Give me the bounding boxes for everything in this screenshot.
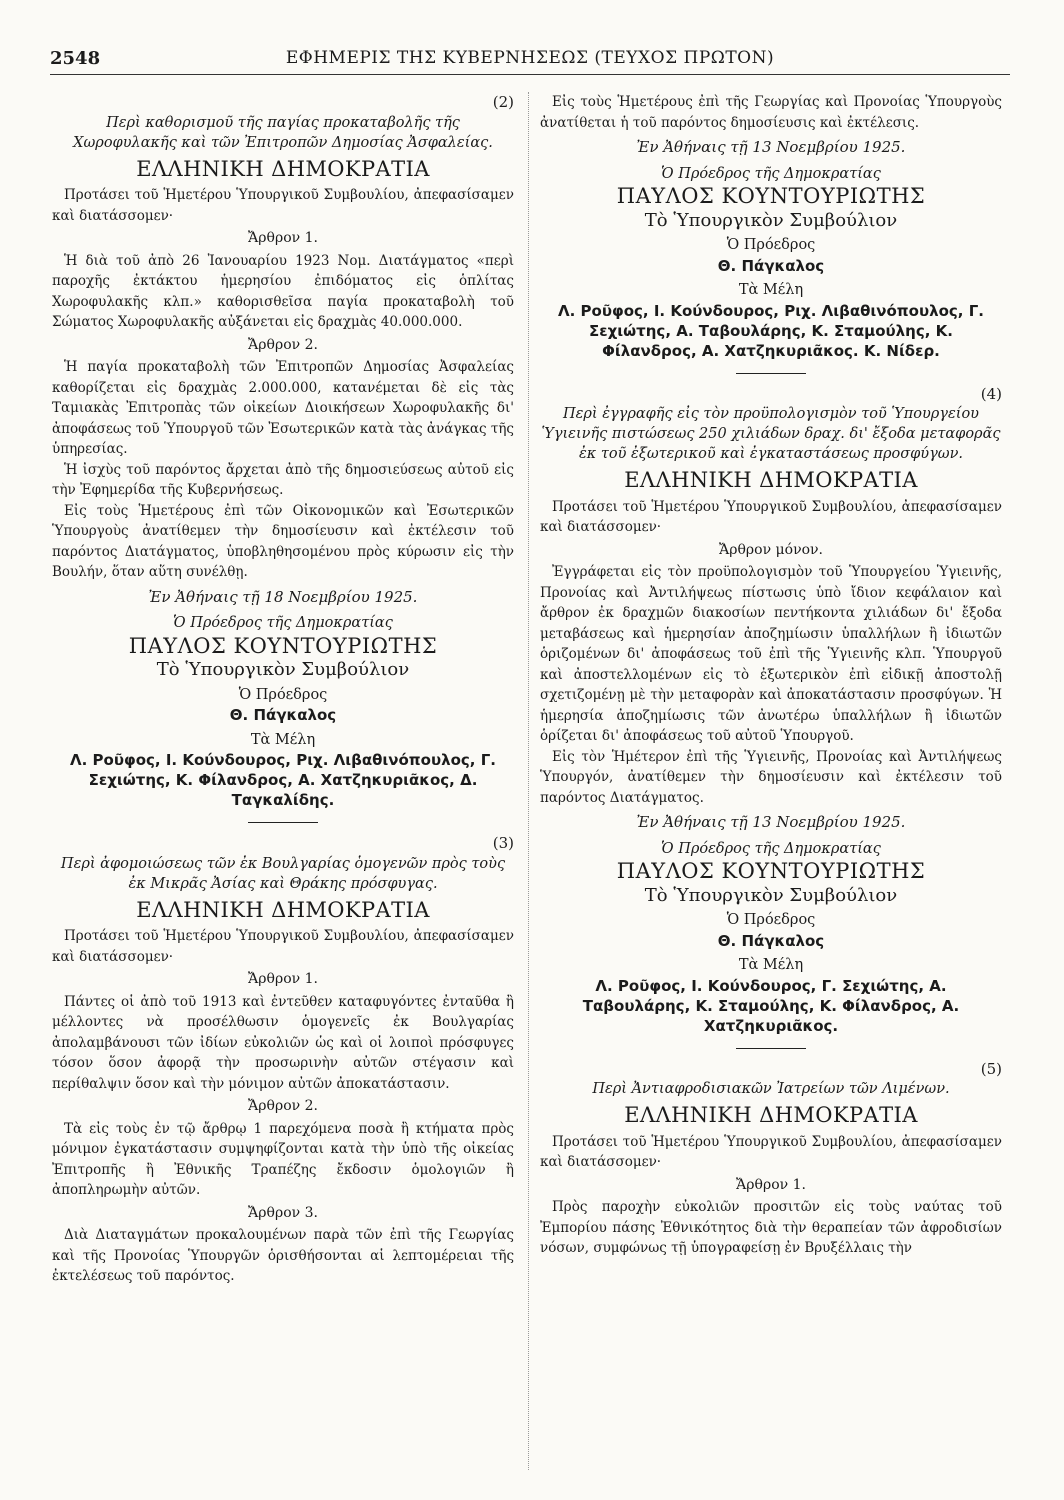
members-label: Τὰ Μέλη bbox=[738, 957, 804, 973]
decree-subject: Περὶ καθορισμοῦ τῆς παγίας προκαταβολῆς τῆς Χωροφυλακῆς καὶ τῶν Ἐπιτροπῶν Δημοσίας Ἀσφαλείας. bbox=[73, 114, 493, 151]
article-title: Ἄρθρον 1. bbox=[248, 971, 318, 987]
column-separator bbox=[528, 92, 529, 1470]
section-divider bbox=[736, 1048, 806, 1049]
decree-number: (3) bbox=[492, 834, 514, 852]
article-text: Τὰ εἰς τοὺς ἐν τῷ ἄρθρῳ 1 παρεχόμενα ποσὰ ἢ κτήματα πρὸς μόνιμον ἐγκατάστασιν συμψηφίζονται κατὰ τὴν ὑπὸ τῆς οἰκείας Ἐπιτροπῆς ἢ Ἐθνικῆς Τραπέζης ἔκδοσιν ὁμολογιῶν ἢ ἀποπληρωμὴν αὐτῶν. bbox=[52, 1120, 514, 1198]
preamble: Προτάσει τοῦ Ἡμετέρου Ὑπουργικοῦ Συμβουλίου, ἀπεφασίσαμεν καὶ διατάσσομεν· bbox=[52, 187, 514, 224]
council-heading: Τὸ Ὑπουργικὸν Συμβούλιον bbox=[156, 659, 410, 680]
article-title: Ἄρθρον 1. bbox=[248, 230, 318, 246]
president-title: Ὁ Πρόεδρος τῆς Δημοκρατίας bbox=[173, 615, 393, 631]
members-list: Λ. Ροῦφος, Ι. Κούνδουρος, Ριχ. Λιβαθινόπουλος, Γ. Σεχιώτης, Κ. Φίλανδρος, Α. Χατζηκυριᾶκος, Δ. Ταγκαλίδης. bbox=[70, 751, 496, 809]
council-heading: Τὸ Ὑπουργικὸν Συμβούλιον bbox=[644, 884, 898, 906]
state-heading: ΕΛΛΗΝΙΚΗ ΔΗΜΟΚΡΑΤΙΑ bbox=[136, 156, 430, 181]
article-text: Πάντες οἱ ἀπὸ τοῦ 1913 καὶ ἐντεῦθεν καταφυγόντες ἐνταῦθα ἢ μέλλοντες νὰ προσέλθωσιν ὁμογενεῖς ἐκ Βουλγαρίας ἀπολαμβάνουσι τῶν ἰδίων εὐκολιῶν ὡς καὶ οἱ λοιποὶ πρόσφυγες τόσον ὅσον ἀφορᾷ τὴν προσωρινὴν αὐτῶν στέγασιν καὶ περίθαλψιν ὅσον καὶ τὴν μόνιμον αὐτῶν ἀποκατάστασιν. bbox=[52, 993, 514, 1092]
article-title: Ἄρθρον 2. bbox=[248, 336, 318, 353]
article-title: Ἄρθρον 2. bbox=[248, 1098, 318, 1114]
chair-name: Θ. Πάγκαλος bbox=[717, 931, 825, 950]
decree-subject: Περὶ ἀφομοιώσεως τῶν ἐκ Βουλγαρίας ὁμογενῶν πρὸς τοὺς ἐκ Μικρᾶς Ἀσίας καὶ Θράκης πρόσφυγας. bbox=[60, 855, 506, 892]
chair-label: Ὁ Πρόεδρος bbox=[726, 912, 816, 928]
members-label: Τὰ Μέλη bbox=[738, 282, 804, 298]
preamble: Προτάσει τοῦ Ἡμετέρου Ὑπουργικοῦ Συμβουλίου, ἀπεφασίσαμεν καὶ διατάσσομεν· bbox=[540, 498, 1002, 535]
article-title: Ἄρθρον μόνον. bbox=[719, 541, 823, 558]
council-heading: Τὸ Ὑπουργικὸν Συμβούλιον bbox=[644, 209, 898, 231]
right-column bbox=[540, 92, 1002, 1259]
execution-clause: Εἰς τοὺς Ἡμετέρους ἐπὶ τῶν Οἰκονομικῶν καὶ Ἐσωτερικῶν Ὑπουργοὺς ἀνατίθεμεν τὴν δημοσίευσιν καὶ ἐκτέλεσιν τοῦ παρόντος Διατάγματος, ὑποβληθησομένου πρὸς κύρωσιν εἰς τὴν Βουλήν, ὅταν αὕτη συνέλθῃ. bbox=[52, 502, 514, 580]
article-text: Πρὸς παροχὴν εὐκολιῶν προσιτῶν εἰς τοὺς ναύτας τοῦ Ἐμπορίου πάσης Ἐθνικότητος διὰ τὴν θεραπείαν τῶν ἀφροδισίων νόσων, συμφώνως τῇ ὑπογραφείσῃ ἐν Βρυξέλλαις τὴν bbox=[540, 1199, 1002, 1256]
article-text: Διὰ Διαταγμάτων προκαλουμένων παρὰ τῶν ἐπὶ τῆς Γεωργίας καὶ τῆς Προνοίας Ὑπουργῶν ὁρισθήσονται αἱ λεπτομέρειαι τῆς ἐκτελέσεως τοῦ παρόντος. bbox=[52, 1227, 514, 1284]
president-name: ΠΑΥΛΟΣ ΚΟΥΝΤΟΥΡΙΩΤΗΣ bbox=[128, 633, 438, 658]
chair-name: Θ. Πάγκαλος bbox=[229, 706, 337, 724]
members-label: Τὰ Μέλη bbox=[250, 731, 316, 748]
section-divider bbox=[248, 822, 318, 823]
article-text: Ἐγγράφεται εἰς τὸν προϋπολογισμὸν τοῦ Ὑπουργείου Ὑγιεινῆς, Προνοίας καὶ Ἀντιλήψεως πίστωσις ὑπὸ ἴδιον κεφάλαιον καὶ ἄρθρον ἐκ δραχμῶν διακοσίων πεντήκοντα χιλιάδων δι' ἔξοδα μεταβάσεως καὶ ἡμερησίαν ἀποζημίωσιν ὑπαλλήλων ἢ ἰδιωτῶν ὁριζομένων δι' ἀποφάσεως τοῦ ἐπὶ τῆς Ὑγιεινῆς κλπ. Ὑπουργοῦ καὶ ἀποστελλομένων εἰς τὸ ἐξωτερικὸν ἐπὶ εἰδικῇ ἀποστολῇ σχετιζομένῃ μὲ τὴν μεταφορὰν καὶ ἀποκατάστασιν προσφύγων. Ἡ ἡμερησία ἀποζημίωσις τῶν ἀνωτέρω ὑπαλλήλων ἢ ἰδιωτῶν ὁρίζεται δι' ἀποφάσεως τοῦ αὐτοῦ Ὑπουργοῦ. bbox=[540, 564, 1002, 744]
page-number: 2548 bbox=[50, 48, 101, 69]
state-heading: ΕΛΛΗΝΙΚΗ ΔΗΜΟΚΡΑΤΙΑ bbox=[624, 1103, 918, 1127]
members-list: Λ. Ροῦφος, Ι. Κούνδουρος, Γ. Σεχιώτης, Α. Ταβουλάρης, Κ. Σταμούλης, Κ. Φίλανδρος, Α. Χατζηκυριᾶκος. bbox=[582, 976, 960, 1035]
preamble: Προτάσει τοῦ Ἡμετέρου Ὑπουργικοῦ Συμβουλίου, ἀπεφασίσαμεν καὶ διατάσσομεν· bbox=[52, 928, 514, 965]
article-title: Ἄρθρον 3. bbox=[248, 1204, 318, 1221]
validity-clause: Ἡ ἰσχὺς τοῦ παρόντος ἄρχεται ἀπὸ τῆς δημοσιεύσεως αὐτοῦ εἰς τὴν Ἐφημερίδα τῆς Κυβερνήσεως. bbox=[52, 461, 514, 498]
decree-subject: Περὶ ἐγγραφῆς εἰς τὸν προϋπολογισμὸν τοῦ Ὑπουργείου Ὑγιεινῆς πιστώσεως 250 χιλιάδων δραχ. δι' ἔξοδα μεταφορᾶς ἐκ τοῦ ἐξωτερικοῦ καὶ ἐγκαταστάσεως προσφύγων. bbox=[541, 406, 1001, 462]
chair-name: Θ. Πάγκαλος bbox=[717, 256, 825, 275]
decree-subject: Περὶ Ἀντιαφροδισιακῶν Ἰατρείων τῶν Λιμένων. bbox=[592, 1081, 950, 1097]
decree-date: Ἐν Ἀθήναις τῇ 13 Νοεμβρίου 1925. bbox=[636, 138, 906, 156]
president-title: Ὁ Πρόεδρος τῆς Δημοκρατίας bbox=[661, 840, 881, 857]
decree-number: (5) bbox=[980, 1059, 1002, 1078]
article-text: Ἡ διὰ τοῦ ἀπὸ 26 Ἰανουαρίου 1923 Νομ. Διατάγματος «περὶ παροχῆς ἐκτάκτου ἡμερησίου ἐπιδόματος εἰς ὁπλίτας Χωροφυλακῆς κλπ.» καθορισθεῖσα παγία προκαταβολὴ τοῦ Σώματος Χωροφυλακῆς αὐξάνεται εἰς δραχμὰς 40.000.000. bbox=[52, 252, 514, 330]
article-title: Ἄρθρον 1. bbox=[736, 1176, 806, 1193]
preamble: Προτάσει τοῦ Ἡμετέρου Ὑπουργικοῦ Συμβουλίου, ἀπεφασίσαμεν καὶ διατάσσομεν· bbox=[540, 1133, 1002, 1170]
page-header bbox=[50, 44, 1010, 75]
left-column bbox=[52, 92, 514, 1287]
section-divider bbox=[736, 373, 806, 374]
article-text: Ἡ παγία προκαταβολὴ τῶν Ἐπιτροπῶν Δημοσίας Ἀσφαλείας καθορίζεται εἰς δραχμὰς 2.000.000, κατανέμεται δὲ εἰς τὰς Ταμιακὰς Ἐπιτροπὰς τῶν οἰκείων Διοικήσεων Χωροφυλακῆς δι' ἀποφάσεως τοῦ Ὑπουργοῦ τῶν Ἐσωτερικῶν κατὰ τὰς ἀνάγκας τῆς ὑπηρεσίας. bbox=[52, 359, 514, 457]
running-title: ΕΦΗΜΕΡΙΣ ΤΗΣ ΚΥΒΕΡΝΗΣΕΩΣ (ΤΕΥΧΟΣ ΠΡΩΤΟΝ) bbox=[285, 48, 775, 68]
president-title: Ὁ Πρόεδρος τῆς Δημοκρατίας bbox=[661, 165, 881, 182]
decree-number: (4) bbox=[980, 384, 1002, 403]
decree-date: Ἐν Ἀθήναις τῇ 18 Νοεμβρίου 1925. bbox=[148, 587, 418, 606]
president-name: ΠΑΥΛΟΣ ΚΟΥΝΤΟΥΡΙΩΤΗΣ bbox=[616, 184, 926, 208]
state-heading: ΕΛΛΗΝΙΚΗ ΔΗΜΟΚΡΑΤΙΑ bbox=[624, 468, 918, 492]
execution-clause: Εἰς τοὺς Ἡμετέρους ἐπὶ τῆς Γεωργίας καὶ Προνοίας Ὑπουργοὺς ἀνατίθεται ἡ τοῦ παρόντος δημοσίευσις καὶ ἐκτέλεσις. bbox=[540, 94, 1002, 131]
decree-date: Ἐν Ἀθήναις τῇ 13 Νοεμβρίου 1925. bbox=[636, 813, 906, 831]
execution-clause: Εἰς τὸν Ἡμέτερον ἐπὶ τῆς Ὑγιεινῆς, Προνοίας καὶ Ἀντιλήψεως Ὑπουργόν, ἀνατίθεμεν τὴν δημοσίευσιν καὶ ἐκτέλεσιν τοῦ παρόντος Διατάγματος. bbox=[540, 748, 1002, 806]
decree-number: (2) bbox=[492, 93, 514, 111]
chair-label: Ὁ Πρόεδρος bbox=[726, 237, 816, 253]
president-name: ΠΑΥΛΟΣ ΚΟΥΝΤΟΥΡΙΩΤΗΣ bbox=[616, 859, 926, 883]
members-list: Λ. Ροῦφος, Ι. Κούνδουρος, Ριχ. Λιβαθινόπουλος, Γ. Σεχιώτης, Α. Ταβουλάρης, Κ. Σταμούλης, Κ. Φίλανδρος, Α. Χατζηκυριᾶκος. Κ. Νίδερ. bbox=[558, 301, 984, 360]
state-heading: ΕΛΛΗΝΙΚΗ ΔΗΜΟΚΡΑΤΙΑ bbox=[136, 897, 430, 922]
chair-label: Ὁ Πρόεδρος bbox=[238, 686, 328, 703]
